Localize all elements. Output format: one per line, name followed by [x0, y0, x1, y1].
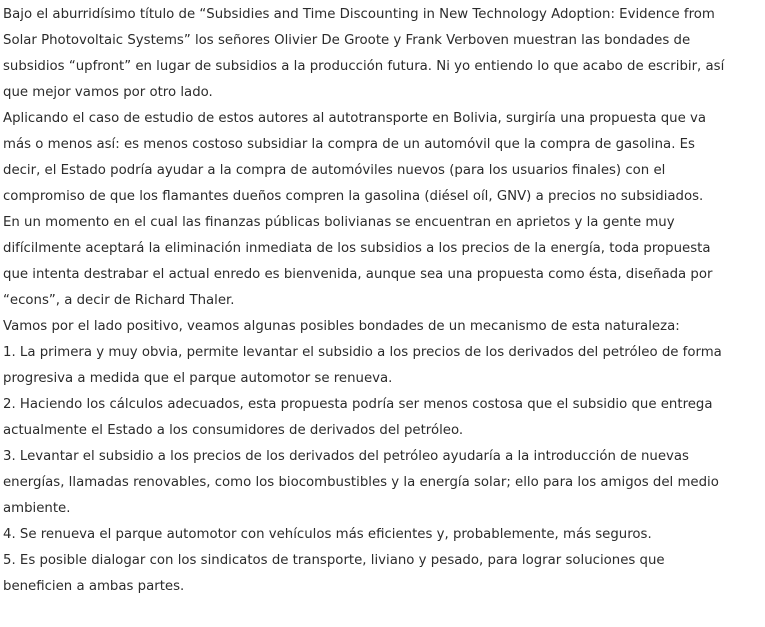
text-line: más o menos así: es menos costoso subsidiar la compra de un automóvil que la compra de gasolina. Es: [3, 137, 695, 152]
text-line: Aplicando el caso de estudio de estos autores al autotransporte en Bolivia, surgiría una propuesta que va: [3, 111, 707, 126]
text-line: “econs”, a decir de Richard Thaler.: [3, 293, 235, 308]
text-line: 3. Levantar el subsidio a los precios de los derivados del petróleo ayudaría a la introducción de nuevas: [3, 449, 689, 464]
text-line: 1. La primera y muy obvia, permite levantar el subsidio a los precios de los derivados del petróleo de forma: [3, 345, 722, 360]
paragraph-list-intro: [3, 314, 765, 340]
list-item: [3, 548, 765, 600]
text-line: beneficien a ambas partes.: [3, 579, 185, 594]
text-line: compromiso de que los flamantes dueños compren la gasolina (diésel oíl, GNV) a precios no subsidiados.: [3, 189, 704, 204]
text-line: Vamos por el lado positivo, veamos algunas posibles bondades de un mecanismo de esta naturaleza:: [3, 319, 680, 334]
benefits-list: [3, 340, 765, 600]
list-item: [3, 444, 765, 522]
text-line: subsidios “upfront” en lugar de subsidios a la producción futura. Ni yo entiendo lo que acabo de escribir, así: [3, 59, 725, 74]
text-line: difícilmente aceptará la eliminación inmediata de los subsidios a los precios de la energía, toda propuesta: [3, 241, 711, 256]
text-line: progresiva a medida que el parque automotor se renueva.: [3, 371, 393, 386]
text-line: En un momento en el cual las finanzas públicas bolivianas se encuentran en aprietos y la gente muy: [3, 215, 675, 230]
list-item: [3, 392, 765, 444]
text-line: decir, el Estado podría ayudar a la compra de automóviles nuevos (para los usuarios finales) con el: [3, 163, 666, 178]
list-item: [3, 340, 765, 392]
text-line: 2. Haciendo los cálculos adecuados, esta propuesta podría ser menos costosa que el subsidio que entrega: [3, 397, 713, 412]
text-line: Bajo el aburridísimo título de “Subsidies and Time Discounting in New Technology Adoption: Evidence from: [3, 7, 715, 22]
text-line: que intenta destrabar el actual enredo es bienvenida, aunque sea una propuesta como ésta, diseñada por: [3, 267, 713, 282]
paragraph-public-finances: [3, 210, 765, 314]
article-body: [0, 2, 765, 600]
text-line: Solar Photovoltaic Systems” los señores Olivier De Groote y Frank Verboven muestran las bondades de: [3, 33, 691, 48]
text-line: ambiente.: [3, 501, 71, 516]
text-line: 5. Es posible dialogar con los sindicatos de transporte, liviano y pesado, para lograr soluciones que: [3, 553, 665, 568]
text-line: actualmente el Estado a los consumidores de derivados del petróleo.: [3, 423, 464, 438]
paragraph-bolivia-proposal: [3, 106, 765, 210]
text-line: que mejor vamos por otro lado.: [3, 85, 213, 100]
paragraph-intro: [3, 2, 765, 106]
text-line: energías, llamadas renovables, como los biocombustibles y la energía solar; ello para los amigos del medio: [3, 475, 719, 490]
text-line: 4. Se renueva el parque automotor con vehículos más eficientes y, probablemente, más seguros.: [3, 527, 652, 542]
list-item: [3, 522, 765, 548]
